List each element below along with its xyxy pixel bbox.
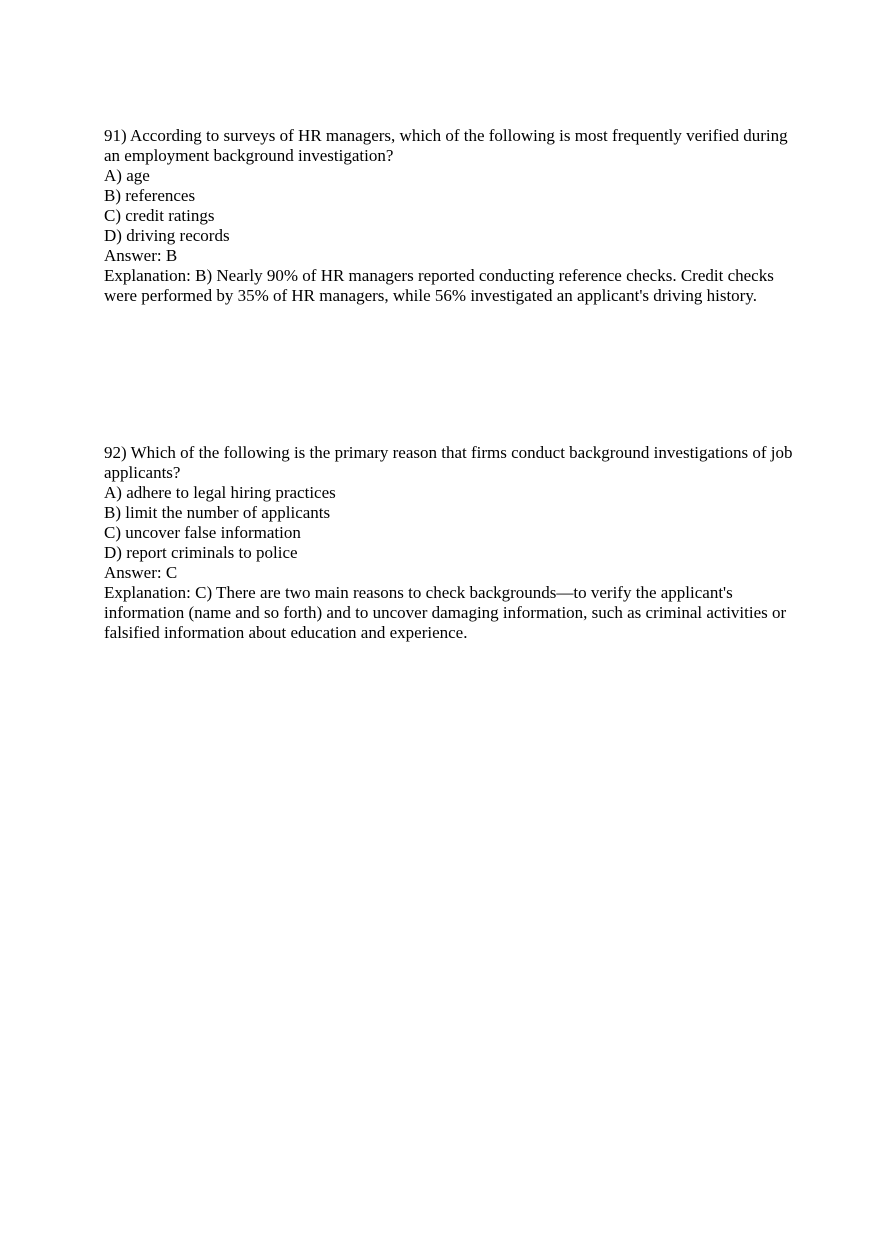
option-c: C) credit ratings <box>104 206 215 225</box>
option-b: B) references <box>104 186 196 205</box>
question-stem: 92) Which of the following is the primary reason that firms conduct background investigations of job applicants? <box>104 443 793 482</box>
option-b: B) limit the number of applicants <box>104 503 331 522</box>
answer-line: Answer: C <box>104 563 178 582</box>
option-c: C) uncover false information <box>104 523 301 542</box>
option-a: A) age <box>104 166 150 185</box>
option-a: A) adhere to legal hiring practices <box>104 483 336 502</box>
question-stem: 91) According to surveys of HR managers, which of the following is most frequently verified during an employment background investigation? <box>104 126 788 165</box>
question-91 <box>104 126 794 306</box>
option-d: D) driving records <box>104 226 230 245</box>
question-92 <box>104 443 794 643</box>
option-d: D) report criminals to police <box>104 543 298 562</box>
answer-line: Answer: B <box>104 246 178 265</box>
explanation-text: Explanation: B) Nearly 90% of HR managers reported conducting reference checks. Credit checks were performed by 35% of HR managers, while 56% investigated an applicant's driving history. <box>104 266 774 305</box>
explanation-text: Explanation: C) There are two main reasons to check backgrounds—to verify the applicant's information (name and so forth) and to uncover damaging information, such as criminal activities or falsified information about education and experience. <box>104 583 787 642</box>
